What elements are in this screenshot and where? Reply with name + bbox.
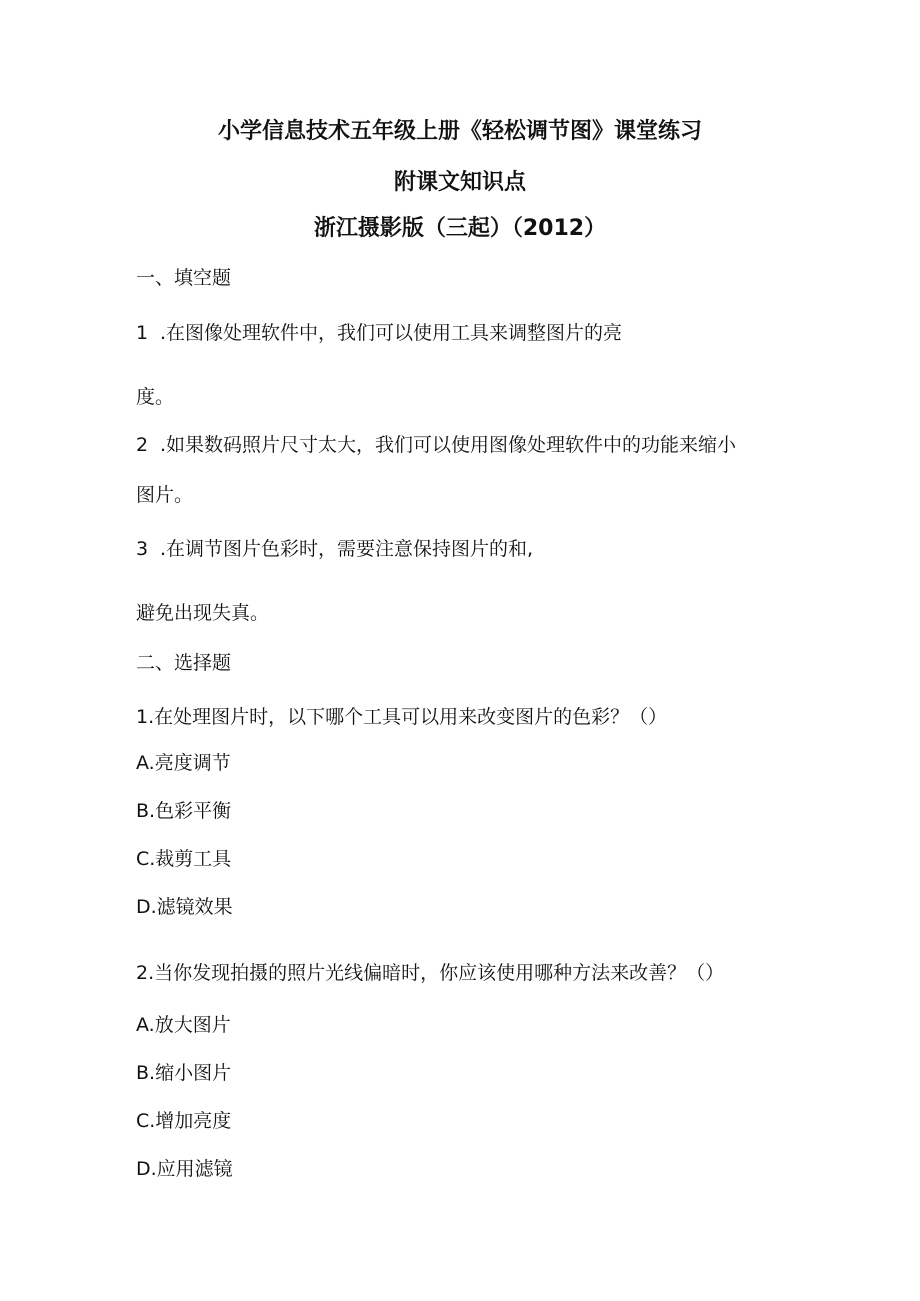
fill-question-2 <box>136 432 736 458</box>
choice-question-1-option-c: C.裁剪工具 <box>136 848 232 870</box>
fill-question-1-continued: 度。 <box>136 386 175 408</box>
question-text: .在调节图片色彩时，需要注意保持图片的和, <box>160 538 534 560</box>
choice-question-2-option-d: D.应用滤镜 <box>136 1158 233 1180</box>
fill-question-3-continued: 避免出现失真。 <box>136 602 270 624</box>
choice-question-1: 1.在处理图片时，以下哪个工具可以用来改变图片的色彩？（） <box>136 706 668 728</box>
fill-question-3 <box>136 536 533 562</box>
fill-question-2-continued: 图片。 <box>136 484 194 506</box>
question-text: .在图像处理软件中，我们可以使用工具来调整图片的亮 <box>160 322 623 344</box>
section-heading-fill-blank: 一、填空题 <box>136 267 232 289</box>
choice-question-2-option-c: C.增加亮度 <box>136 1110 232 1132</box>
document-edition: 浙江摄影版（三起）（2012） <box>313 216 607 241</box>
question-number: 1 <box>136 322 149 344</box>
question-number: 2 <box>136 434 149 456</box>
choice-question-2: 2.当你发现拍摄的照片光线偏暗时，你应该使用哪种方法来改善？（） <box>136 962 725 984</box>
choice-question-2-option-a: A.放大图片 <box>136 1014 231 1036</box>
question-text: .如果数码照片尺寸太大，我们可以使用图像处理软件中的功能来缩小 <box>160 434 737 456</box>
fill-question-1 <box>136 320 622 346</box>
document-title: 小学信息技术五年级上册《轻松调节图》课堂练习 <box>217 119 702 144</box>
section-heading-choice: 二、选择题 <box>136 652 232 674</box>
question-number: 3 <box>136 538 149 560</box>
choice-question-1-option-a: A.亮度调节 <box>136 752 231 774</box>
choice-question-1-option-d: D.滤镜效果 <box>136 896 233 918</box>
document-subtitle: 附课文知识点 <box>393 170 526 195</box>
choice-question-2-option-b: B.缩小图片 <box>136 1062 232 1084</box>
choice-question-1-option-b: B.色彩平衡 <box>136 800 232 822</box>
